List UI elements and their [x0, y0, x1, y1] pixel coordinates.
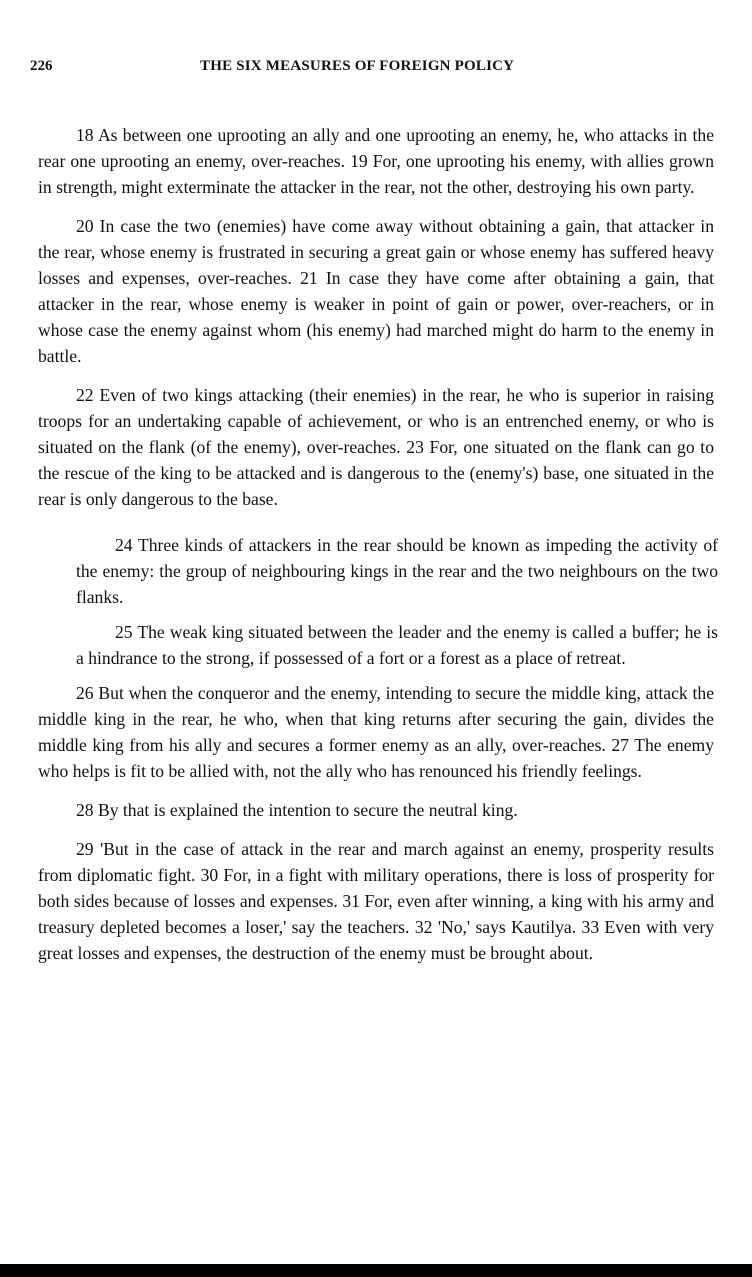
- paragraph-26-27: 26 But when the conqueror and the enemy, intending to secure the middle king, attack the middle king in the rear, he who, when that king returns after securing the gain, divides the middle king from his ally and secures a former enemy as an ally, over-reaches. 27 The enemy who helps is fit to be allied with, not the ally who has renounced his friendly feelings.: [38, 683, 714, 781]
- paragraph-22-23: 22 Even of two kings attacking (their enemies) in the rear, he who is superior in raising troops for an undertaking capable of achievement, or who is an entrenched enemy, or who is situated on the flank (of the enemy), over-reaches. 23 For, one situated on the flank can go to the rescue of the king to be attacked and is dangerous to the (enemy's) base, one situated in the rear is only dangerous to the base.: [38, 385, 714, 509]
- page-header: [30, 58, 722, 82]
- page-number: 226: [30, 58, 53, 74]
- paragraph-20-21: 20 In case the two (enemies) have come away without obtaining a gain, that attacker in the rear, whose enemy is frustrated in securing a great gain or whose enemy has suffered heavy losses and expenses, over-reaches. 21 In case they have come after obtaining a gain, that attacker in the rear, whose enemy is weaker in point of gain or power, over-reachers, or in whose case the enemy against whom (his enemy) had marched might do harm to the enemy in battle.: [38, 216, 714, 366]
- verse-25: 25 The weak king situated between the leader and the enemy is called a buffer; he is a hindrance to the strong, if possessed of a fort or a forest as a place of retreat.: [76, 622, 718, 668]
- paragraph-28: 28 By that is explained the intention to secure the neutral king.: [76, 800, 518, 820]
- paragraph-18-19: 18 As between one uprooting an ally and one uprooting an enemy, he, who attacks in the rear one uprooting an enemy, over-reaches. 19 For, one uprooting his enemy, with allies grown in strength, might exterminate the attacker in the rear, not the other, destroying his own party.: [38, 125, 714, 197]
- scan-bottom-border: [0, 1264, 752, 1277]
- paragraph-29-33: 29 'But in the case of attack in the rear and march against an enemy, prosperity results from diplomatic fight. 30 For, in a fight with military operations, there is loss of prosperity for both sides because of losses and expenses. 31 For, even after winning, a king with his army and treasury depleted becomes a loser,' say the teachers. 32 'No,' says Kautilya. 33 Even with very great losses and expenses, the destruction of the enemy must be brought about.: [38, 839, 714, 963]
- running-title: THE SIX MEASURES OF FOREIGN POLICY: [200, 58, 515, 74]
- page-body: [38, 122, 718, 979]
- verse-24: 24 Three kinds of attackers in the rear should be known as impeding the activity of the enemy: the group of neighbouring kings in the rear and the two neighbours on the two flanks.: [76, 535, 718, 607]
